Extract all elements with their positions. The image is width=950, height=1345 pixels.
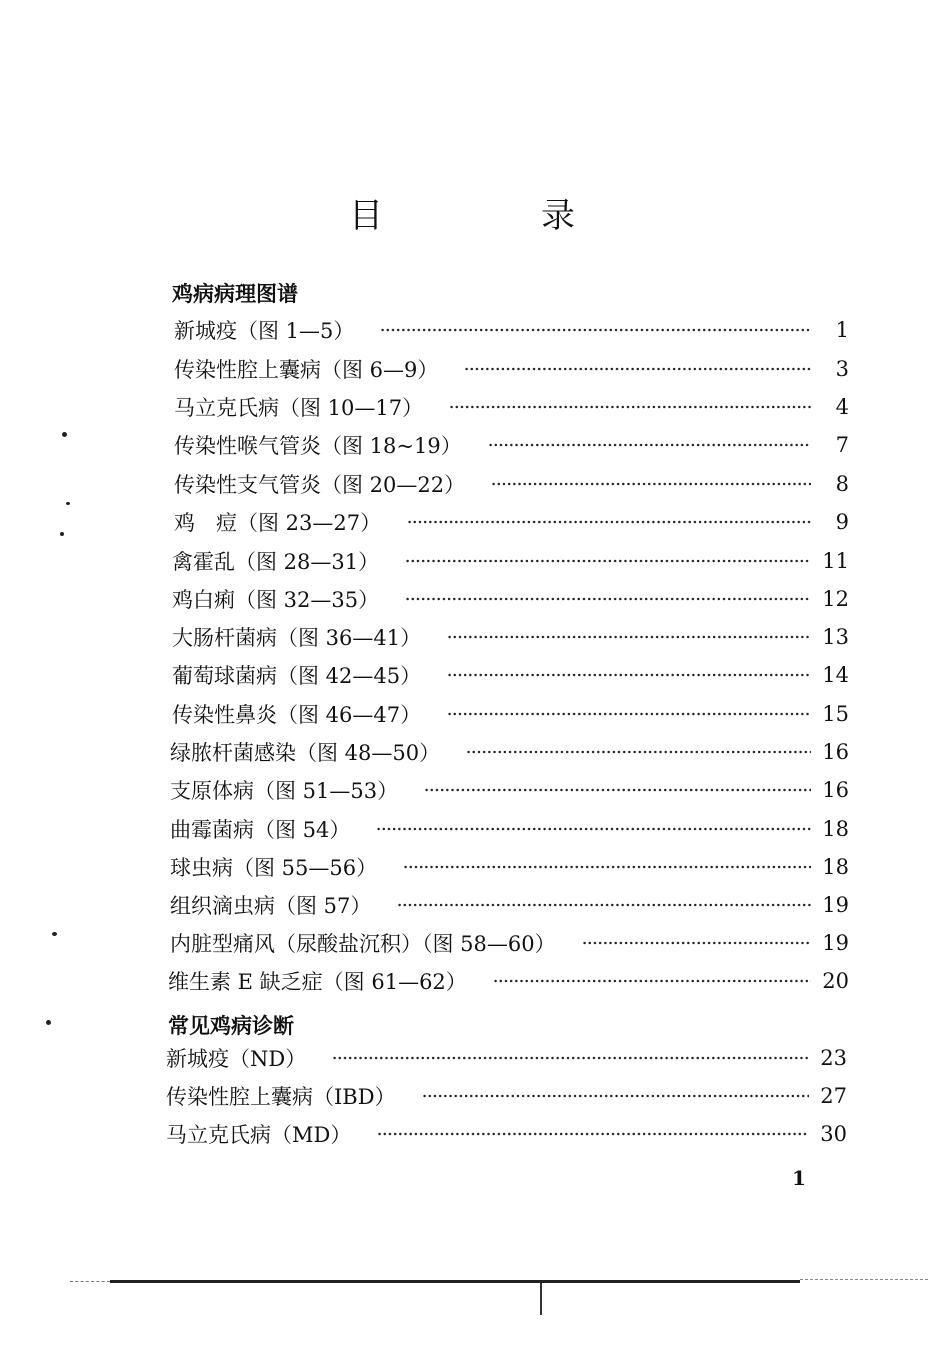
scan-speck <box>46 1020 51 1025</box>
dot-leader <box>380 328 811 332</box>
scan-speck <box>62 432 67 437</box>
dot-leader <box>447 635 811 639</box>
toc-entry-page: 27 <box>820 1084 847 1108</box>
toc-entry-label: 葡萄球菌病（图 42—45） <box>172 664 422 688</box>
page-number: 1 <box>792 1166 806 1190</box>
toc-entry[interactable] <box>174 315 849 345</box>
toc-entry[interactable] <box>170 852 849 882</box>
toc-entry[interactable] <box>174 430 849 460</box>
dot-leader <box>449 405 811 409</box>
dot-leader <box>377 1132 809 1136</box>
dot-leader <box>405 597 811 601</box>
toc-entry[interactable] <box>172 660 849 690</box>
dot-leader <box>407 520 811 524</box>
toc-entry-label: 传染性支气管炎（图 20—22） <box>174 473 466 497</box>
section-heading-pathology-atlas: 鸡病病理图谱 <box>172 282 298 306</box>
toc-entry[interactable] <box>172 546 849 576</box>
toc-entry-label: 马立克氏病（MD） <box>166 1123 352 1147</box>
dot-leader <box>582 941 811 945</box>
scan-speck <box>60 532 64 536</box>
toc-entry-page: 14 <box>822 663 849 687</box>
dot-leader <box>405 559 811 563</box>
toc-entry-label: 大肠杆菌病（图 36—41） <box>172 626 422 650</box>
toc-entry-label: 传染性腔上囊病（IBD） <box>166 1085 396 1109</box>
footer-rule <box>110 1280 800 1283</box>
gutter-tick <box>540 1283 542 1315</box>
dot-leader <box>491 482 811 486</box>
toc-entry-page: 3 <box>835 357 849 381</box>
toc-entry-page: 16 <box>822 778 849 802</box>
toc-entry-page: 16 <box>822 740 849 764</box>
dot-leader <box>376 827 811 831</box>
toc-entry-page: 18 <box>822 817 849 841</box>
toc-entry-page: 20 <box>822 969 849 993</box>
toc-entry-page: 9 <box>835 510 849 534</box>
toc-entry-page: 15 <box>822 702 849 726</box>
dot-leader <box>424 788 811 792</box>
toc-entry[interactable] <box>174 392 849 422</box>
toc-entry-page: 1 <box>835 318 849 342</box>
toc-entry[interactable] <box>170 737 849 767</box>
toc-entry-page: 18 <box>822 855 849 879</box>
dot-leader <box>403 865 811 869</box>
toc-entry-page: 7 <box>835 433 849 457</box>
toc-entry-page: 19 <box>822 931 849 955</box>
dot-leader <box>332 1056 809 1060</box>
toc-entry-label: 内脏型痛风（尿酸盐沉积）（图 58—60） <box>170 932 556 956</box>
dot-leader <box>422 1094 809 1098</box>
scan-speck <box>52 932 57 936</box>
toc-entry-label: 鸡 痘（图 23—27） <box>174 511 382 535</box>
toc-entry-label: 新城疫（ND） <box>166 1047 307 1071</box>
toc-entry-label: 绿脓杆菌感染（图 48—50） <box>170 741 441 765</box>
toc-entry-label: 传染性鼻炎（图 46—47） <box>172 703 422 727</box>
toc-entry[interactable] <box>174 469 849 499</box>
footer-dashed-rule-left <box>70 1281 110 1283</box>
toc-entry-label: 曲霉菌病（图 54） <box>170 818 351 842</box>
toc-entry-label: 支原体病（图 51—53） <box>170 779 399 803</box>
toc-entry-page: 11 <box>822 549 849 573</box>
toc-entry[interactable] <box>168 966 849 996</box>
toc-entry-label: 传染性喉气管炎（图 18~19） <box>174 434 462 458</box>
toc-entry-label: 维生素 E 缺乏症（图 61—62） <box>168 970 467 994</box>
scan-speck <box>66 502 70 505</box>
toc-entry[interactable] <box>166 1119 847 1149</box>
toc-entry[interactable] <box>170 814 849 844</box>
dot-leader <box>447 712 811 716</box>
toc-entry[interactable] <box>166 1081 847 1111</box>
toc-entry-page: 8 <box>835 472 849 496</box>
dot-leader <box>466 750 811 754</box>
toc-entry[interactable] <box>170 928 849 958</box>
toc-entry-label: 传染性腔上囊病（图 6—9） <box>174 358 439 382</box>
dot-leader <box>447 673 811 677</box>
toc-entry[interactable] <box>172 584 849 614</box>
toc-entry[interactable] <box>174 354 849 384</box>
dot-leader <box>397 903 811 907</box>
toc-entry[interactable] <box>166 1043 847 1073</box>
toc-entry-label: 组织滴虫病（图 57） <box>170 894 372 918</box>
page-title: 目 录 <box>349 196 637 236</box>
toc-entry-page: 4 <box>835 395 849 419</box>
toc-entry-label: 马立克氏病（图 10—17） <box>174 396 424 420</box>
toc-entry-page: 19 <box>822 893 849 917</box>
footer-dashed-rule-right <box>800 1279 928 1281</box>
dot-leader <box>488 443 811 447</box>
toc-entry-page: 30 <box>820 1122 847 1146</box>
toc-entry-label: 球虫病（图 55—56） <box>170 856 378 880</box>
toc-entry[interactable] <box>170 775 849 805</box>
toc-entry[interactable] <box>174 507 849 537</box>
toc-entry[interactable] <box>172 622 849 652</box>
toc-entry[interactable] <box>170 890 849 920</box>
toc-entry-page: 13 <box>822 625 849 649</box>
toc-entry-label: 鸡白痢（图 32—35） <box>172 588 380 612</box>
section-heading-common-diagnosis: 常见鸡病诊断 <box>168 1014 294 1038</box>
toc-entry[interactable] <box>172 699 849 729</box>
dot-leader <box>493 979 811 983</box>
toc-entry-page: 23 <box>820 1046 847 1070</box>
toc-entry-page: 12 <box>822 587 849 611</box>
toc-entry-label: 禽霍乱（图 28—31） <box>172 550 380 574</box>
dot-leader <box>464 367 811 371</box>
toc-entry-label: 新城疫（图 1—5） <box>174 319 355 343</box>
